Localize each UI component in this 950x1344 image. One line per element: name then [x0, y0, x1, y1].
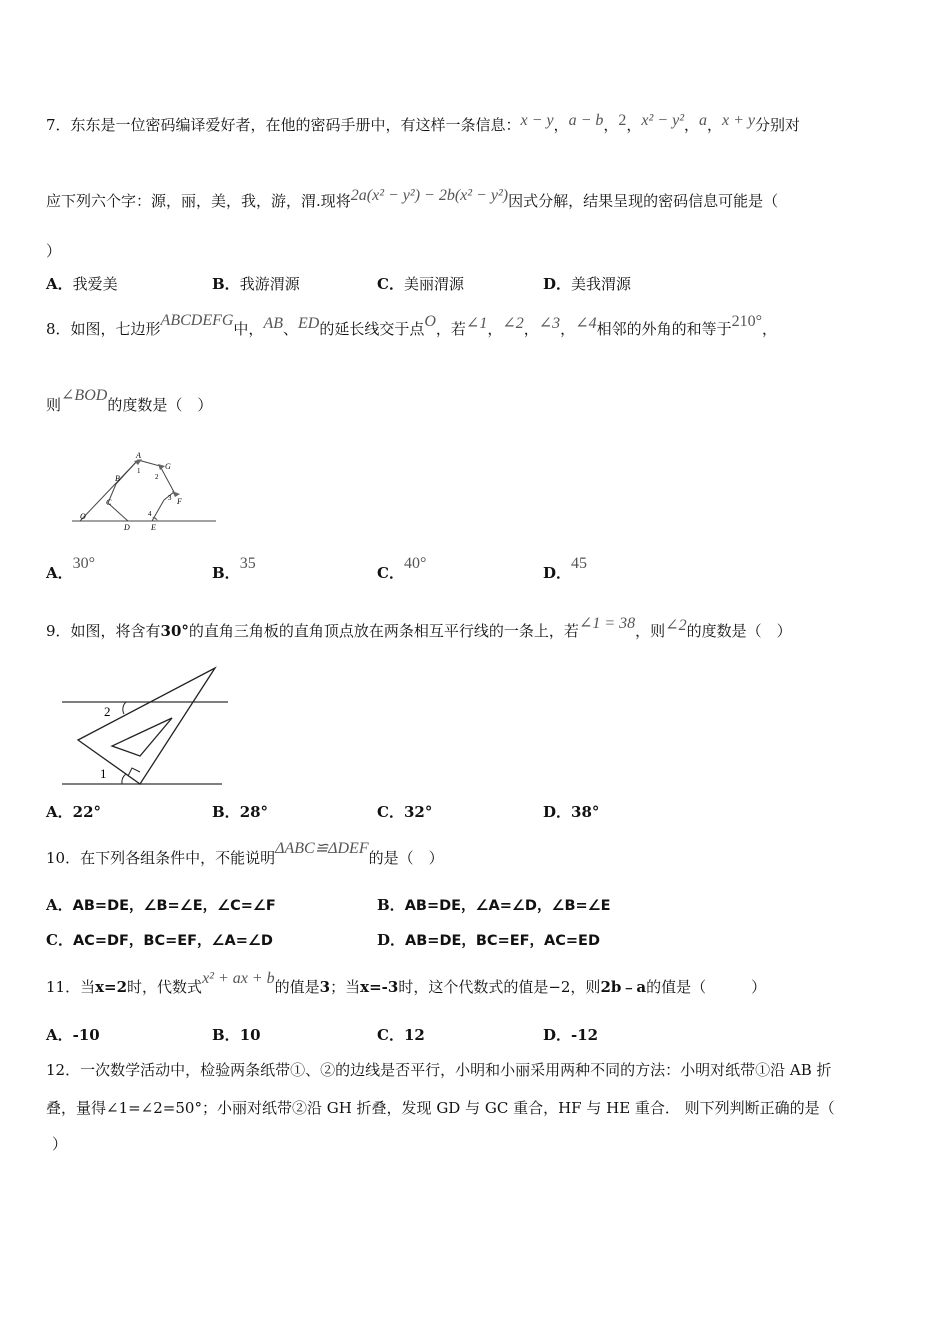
q7-option-a[interactable]	[46, 273, 118, 294]
q11-target-expression: 2b﹣a	[600, 978, 647, 996]
option-label: D．	[377, 931, 406, 949]
q11-text: 的值是（ ）	[646, 978, 767, 996]
option-label: A．	[46, 1026, 73, 1044]
q8-label-c: C	[106, 498, 112, 507]
q11-option-a[interactable]	[46, 1024, 100, 1045]
q7-item-1: x − y	[520, 112, 554, 129]
q7-text: 因式分解，结果呈现的密码信息可能是（	[508, 192, 779, 210]
q8-text: ，	[762, 320, 778, 338]
q9-angle-30: 30°	[160, 622, 189, 640]
q8-angle-3: ∠3	[538, 315, 561, 332]
option-label: A．	[46, 275, 73, 293]
q9-angle-1-value: ∠1 = 38	[578, 615, 636, 632]
q8-polygon-name: ABCDEFG	[160, 312, 234, 329]
q12-line2: 叠，量得∠1=∠2=50°；小丽对纸带②沿 GH 折叠，发现 GD 与 GC 重合，HF 与 HE 重合． 则下列判断正确的是（	[46, 1099, 835, 1117]
option-text: 35	[239, 555, 256, 572]
q8-text: 的延长线交于点	[319, 320, 425, 338]
q7-item-6: x + y	[722, 112, 756, 129]
q8-text: 中，	[233, 320, 264, 338]
option-text: 美丽渭源	[403, 275, 464, 293]
option-label: C．	[377, 1026, 404, 1044]
q8-option-a[interactable]	[46, 555, 96, 583]
q9-label-2: 2	[104, 704, 111, 719]
q9-text: 的度数是（ ）	[686, 622, 792, 640]
q8-label-4: 4	[148, 510, 152, 518]
q11-x-value-2: x=-3	[360, 978, 399, 996]
option-label: D．	[543, 803, 572, 821]
option-label: C．	[377, 803, 404, 821]
q8-text: 相邻的外角的和等于	[596, 320, 732, 338]
q8-label-3: 3	[168, 494, 172, 502]
option-text: 40°	[403, 555, 427, 572]
option-text: 45	[571, 555, 588, 572]
q8-text: ，	[487, 320, 503, 338]
q9-triangle-inner	[112, 718, 172, 756]
option-text: 32°	[403, 803, 433, 821]
q9-right-angle-mark	[128, 768, 140, 776]
q7-option-b[interactable]	[212, 273, 300, 294]
q7-item-4: x² − y²	[641, 112, 684, 129]
option-text: 30°	[72, 555, 96, 572]
q7-line1	[46, 114, 800, 135]
q8-label-f: F	[177, 497, 182, 506]
q11-text: 时，代数式	[127, 978, 203, 996]
option-text: 28°	[239, 803, 269, 821]
option-label: D．	[543, 564, 572, 582]
q8-text: ，	[560, 320, 576, 338]
q7-item-5: a	[699, 112, 707, 129]
q8-text: ，	[523, 320, 539, 338]
option-label: D．	[543, 1026, 572, 1044]
q9-text: ，则	[635, 622, 666, 640]
q8-angle-2: ∠2	[502, 315, 524, 332]
q7-text: 7．东东是一位密码编译爱好者，在他的密码手册中，有这样一条信息：	[46, 116, 521, 134]
q8-segment-ed: ED	[298, 315, 320, 332]
q8-label-2: 2	[155, 473, 159, 481]
q9-option-b[interactable]	[212, 801, 268, 822]
q7-text: 应下列六个字：源，丽，美，我，游，渭.现将	[46, 192, 351, 210]
q9-text: 9．如图，将含有	[46, 622, 161, 640]
q11-text: 时，这个代数式的值是−2，则	[398, 978, 601, 996]
q8-point-o: O	[424, 313, 436, 330]
q8-angle-bod: ∠BOD	[61, 387, 108, 404]
q9-angle-2: ∠2	[665, 617, 687, 634]
q9-text: 的直角三角板的直角顶点放在两条相互平行线的一条上，若	[188, 622, 579, 640]
q8-label-d: D	[124, 523, 130, 532]
q8-label-g: G	[165, 462, 171, 471]
q11-expression: x² + ax + b	[202, 970, 275, 987]
option-label: B．	[212, 564, 240, 582]
q8-text: 8．如图，七边形	[46, 320, 161, 338]
q10-text: 10．在下列各组条件中，不能说明	[46, 849, 276, 867]
q10-congruence: ΔABC≌ΔDEF	[275, 840, 369, 857]
option-label: B．	[212, 803, 240, 821]
q11-x-value-1: x=2	[95, 978, 128, 996]
option-label: A．	[46, 803, 73, 821]
q11-option-c[interactable]	[377, 1024, 425, 1045]
q11-text: 11．当	[46, 978, 96, 996]
q7-line2	[46, 187, 779, 211]
q8-line2	[46, 387, 213, 415]
option-label: A．	[46, 564, 73, 582]
q10-option-c[interactable]	[46, 929, 273, 950]
option-label: B．	[377, 896, 405, 914]
q8-figure	[68, 450, 218, 535]
q10-text: 的是（ ）	[368, 849, 444, 867]
q11-text: ；当	[330, 978, 361, 996]
q7-option-d[interactable]	[543, 273, 631, 294]
option-text: 我游渭源	[239, 275, 300, 293]
q8-label-a: A	[136, 451, 141, 460]
option-label: C．	[377, 275, 404, 293]
q7-line3: ）	[46, 242, 62, 260]
q8-label-b: B	[115, 474, 120, 483]
option-label: B．	[212, 1026, 240, 1044]
q10-option-a[interactable]	[46, 894, 276, 915]
q9-figure	[60, 660, 240, 790]
q10-option-d[interactable]	[377, 929, 600, 950]
q8-text: ，若	[435, 320, 466, 338]
q8-segment-ab: AB	[263, 315, 283, 332]
option-text: 22°	[72, 803, 102, 821]
q9-angle-2-arc	[123, 702, 126, 714]
option-text: AC=DF，BC=EF，∠A=∠D	[72, 933, 273, 949]
q9-option-d[interactable]	[543, 801, 599, 822]
option-text: 我爱美	[72, 275, 118, 293]
q8-text: 、	[282, 320, 298, 338]
q10-option-b[interactable]	[377, 894, 611, 915]
q8-angle-sum: 210°	[731, 313, 763, 330]
q8-option-b[interactable]	[212, 555, 256, 583]
q8-option-d[interactable]	[543, 555, 588, 583]
q9-triangle-outer	[78, 668, 215, 784]
q8-option-c[interactable]	[377, 555, 427, 583]
q9-line1	[46, 615, 792, 641]
option-label: D．	[543, 275, 572, 293]
q8-text: 的度数是（ ）	[107, 396, 213, 414]
q8-label-1: 1	[137, 467, 141, 475]
q7-sep: ，	[603, 116, 619, 134]
option-text: 美我渭源	[571, 275, 632, 293]
q12-line3: ）	[52, 1135, 68, 1153]
option-text: 38°	[571, 803, 600, 821]
q11-option-b[interactable]	[212, 1024, 261, 1045]
q11-text: 的值是	[274, 978, 320, 996]
option-text: -10	[72, 1026, 100, 1044]
q7-expression: 2a(x² − y²) − 2b(x² − y²)	[350, 187, 509, 204]
option-text: 12	[403, 1026, 425, 1044]
q7-sep: ，	[626, 116, 642, 134]
option-text: AB=DE，∠B=∠E，∠C=∠F	[72, 898, 276, 914]
q9-angle-1-arc	[122, 774, 126, 784]
option-label: C．	[46, 931, 73, 949]
option-label: C．	[377, 564, 404, 582]
q7-item-3: 2	[618, 112, 627, 129]
q7-item-2: a − b	[568, 112, 604, 129]
q8-line1	[46, 312, 778, 339]
q9-option-c[interactable]	[377, 801, 432, 822]
q11-option-d[interactable]	[543, 1024, 598, 1045]
q7-sep: ，	[683, 116, 699, 134]
option-text: 10	[239, 1026, 261, 1044]
q9-option-a[interactable]	[46, 801, 101, 822]
q7-sep: ，	[553, 116, 569, 134]
q11-line1	[46, 970, 767, 997]
option-text: -12	[571, 1026, 599, 1044]
q8-label-e: E	[151, 523, 156, 532]
option-text: AB=DE，∠A=∠D，∠B=∠E	[404, 898, 611, 914]
q10-line1	[46, 840, 444, 868]
q9-label-1: 1	[100, 766, 107, 781]
q11-value-3: 3	[319, 978, 331, 996]
q7-sep: ，	[707, 116, 723, 134]
option-text: AB=DE，BC=EF，AC=ED	[405, 933, 600, 949]
q7-text: 分别对	[755, 116, 801, 134]
option-label: B．	[212, 275, 240, 293]
q7-option-c[interactable]	[377, 273, 464, 294]
q8-label-o: O	[80, 512, 86, 521]
q8-angle-4: ∠4	[575, 315, 597, 332]
option-label: A．	[46, 896, 73, 914]
q8-text: 则	[46, 396, 62, 414]
q8-angle-1: ∠1	[465, 315, 488, 332]
q12-line1: 12．一次数学活动中，检验两条纸带①、②的边线是否平行，小明和小丽采用两种不同的方法：小明对纸带①沿 AB 折	[46, 1061, 832, 1079]
